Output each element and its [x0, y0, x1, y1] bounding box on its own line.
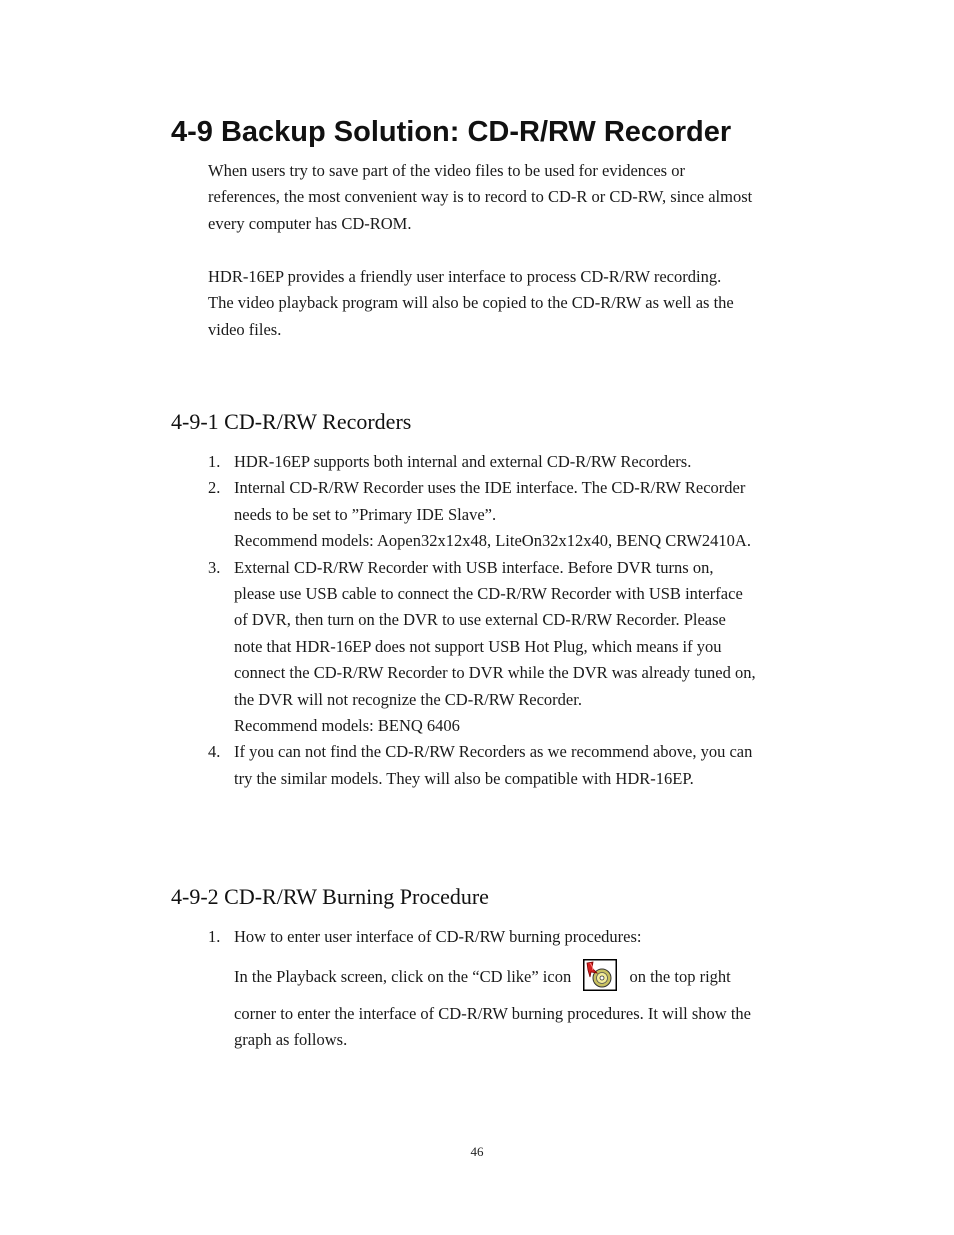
- text-line: try the similar models. They will also be compatible with HDR-16EP.: [234, 768, 694, 788]
- text-line: every computer has CD-ROM.: [208, 213, 412, 233]
- text-line: please use USB cable to connect the CD-R/RW Recorder with USB interface: [234, 584, 743, 604]
- list-number: 2.: [208, 478, 221, 498]
- list-number: 4.: [208, 742, 221, 762]
- intro-paragraph-1: [208, 158, 808, 237]
- text-segment: In the Playback screen, click on the “CD like” icon: [234, 967, 572, 987]
- text-line: the DVR will not recognize the CD-R/RW Recorder.: [234, 689, 582, 709]
- text-line: Recommend models: BENQ 6406: [234, 716, 460, 736]
- recorders-list: [208, 449, 808, 792]
- text-line: graph as follows.: [234, 1030, 348, 1050]
- text-line: needs to be set to ”Primary IDE Slave”.: [234, 504, 497, 524]
- list-number: 1.: [208, 927, 221, 946]
- text-line: Recommend models: Aopen32x12x48, LiteOn32x12x40, BENQ CRW2410A.: [234, 531, 751, 551]
- list-item: [208, 475, 808, 554]
- text-segment: on the top right: [629, 967, 731, 987]
- list-number: 1.: [208, 452, 221, 471]
- text-line: The video playback program will also be copied to the CD-R/RW as well as the: [208, 293, 734, 313]
- burning-list: [208, 924, 808, 1053]
- text-line: video files.: [208, 319, 282, 339]
- text-line: references, the most convenient way is to record to CD-R or CD-RW, since almost: [208, 187, 753, 207]
- cd-burn-icon: [583, 959, 617, 991]
- text-line: Internal CD-R/RW Recorder uses the IDE interface. The CD-R/RW Recorder: [234, 478, 746, 498]
- text-line: If you can not find the CD-R/RW Recorders as we recommend above, you can: [234, 742, 753, 762]
- section-heading-burning: 4-9-2 CD-R/RW Burning Procedure: [171, 884, 489, 909]
- text-line: corner to enter the interface of CD-R/RW burning procedures. It will show the: [234, 1003, 752, 1023]
- text-line: of DVR, then turn on the DVR to use external CD-R/RW Recorder. Please: [234, 610, 726, 630]
- text-line: HDR-16EP provides a friendly user interface to process CD-R/RW recording.: [208, 267, 722, 286]
- page-title: 4-9 Backup Solution: CD-R/RW Recorder: [171, 116, 732, 148]
- text-line: How to enter user interface of CD-R/RW burning procedures:: [234, 927, 642, 946]
- list-item: [208, 555, 808, 740]
- list-number: 3.: [208, 557, 221, 577]
- text-line: connect the CD-R/RW Recorder to DVR while the DVR was already tuned on,: [234, 663, 756, 683]
- text-line: note that HDR-16EP does not support USB Hot Plug, which means if you: [234, 636, 722, 656]
- text-line: External CD-R/RW Recorder with USB interface. Before DVR turns on,: [234, 557, 714, 577]
- text-line-with-icon: [234, 960, 808, 994]
- text-line: When users try to save part of the video files to be used for evidences or: [208, 161, 685, 180]
- page-number: 46: [470, 1144, 484, 1159]
- section-heading-recorders: 4-9-1 CD-R/RW Recorders: [171, 409, 412, 434]
- intro-paragraph-2: [208, 264, 808, 343]
- list-item: [208, 449, 808, 475]
- list-item: [208, 924, 808, 1053]
- list-item: [208, 739, 808, 792]
- text-line: HDR-16EP supports both internal and external CD-R/RW Recorders.: [234, 452, 692, 471]
